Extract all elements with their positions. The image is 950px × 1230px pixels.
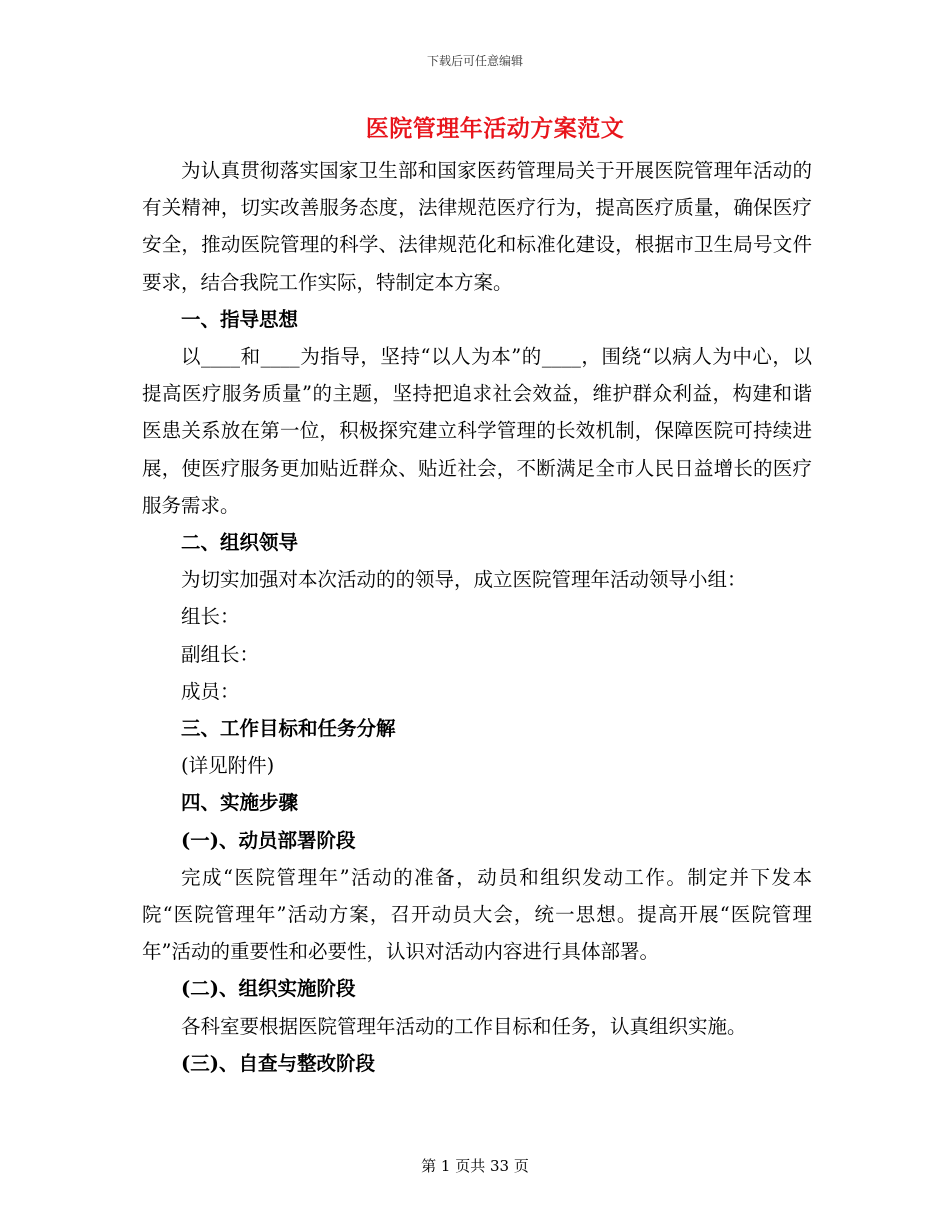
paragraph-organization: 为切实加强对本次活动的的领导，成立医院管理年活动领导小组： (181, 568, 747, 592)
document-body (142, 152, 812, 1082)
paragraph-intro: 为认真贯彻落实国家卫生部和国家医药管理局关于开展医院管理年活动的有关精神，切实改善服务态度，法律规范医疗行为，提高医疗质量，确保医疗安全，推动医院管理的科学、法律规范化和标准化建设，根据市卫生局号文件要求，结合我院工作实际，特制定本方案。 (142, 159, 812, 294)
section-heading-guiding-ideology: 一、指导思想 (181, 307, 299, 331)
field-deputy-leader: 副组长： (181, 642, 260, 666)
document-title: 医院管理年活动方案范文 (365, 115, 625, 142)
subsection-heading-mobilization: (一)、动员部署阶段 (181, 828, 356, 852)
paragraph-execution: 各科室要根据医院管理年活动的工作目标和任务，认真组织实施。 (181, 1014, 747, 1038)
section-heading-organization: 二、组织领导 (181, 531, 299, 555)
page-header: 下载后可任意编辑 (426, 54, 523, 68)
paragraph-mobilization: 完成“医院管理年”活动的准备，动员和组织发动工作。制定并下发本院“医院管理年”活动方案，召开动员大会，统一思想。提高开展“医院管理年”活动的重要性和必要性，认识对活动内容进行具体部署。 (142, 865, 812, 964)
field-group-leader: 组长： (181, 605, 240, 629)
field-members: 成员： (181, 679, 240, 703)
section-heading-implementation: 四、实施步骤 (181, 791, 299, 815)
paragraph-guiding-ideology: 以____和____为指导，坚持“以人为本”的____，围绕“以病人为中心，以提高医疗服务质量”的主题，坚持把追求社会效益，维护群众利益，构建和谐医患关系放在第一位，积极探究建立科学管理的长效机制，保障医院可持续进展，使医疗服务更加贴近群众、贴近社会，不断满足全市人民日益增长的医疗服务需求。 (142, 345, 812, 517)
page-footer: 第 1 页共 33 页 (421, 1157, 529, 1175)
section-heading-goals: 三、工作目标和任务分解 (181, 717, 396, 741)
paragraph-goals-note: (详见附件) (181, 754, 275, 778)
subsection-heading-execution: (二)、组织实施阶段 (181, 977, 356, 1001)
subsection-heading-self-inspection: (三)、自查与整改阶段 (181, 1051, 375, 1075)
